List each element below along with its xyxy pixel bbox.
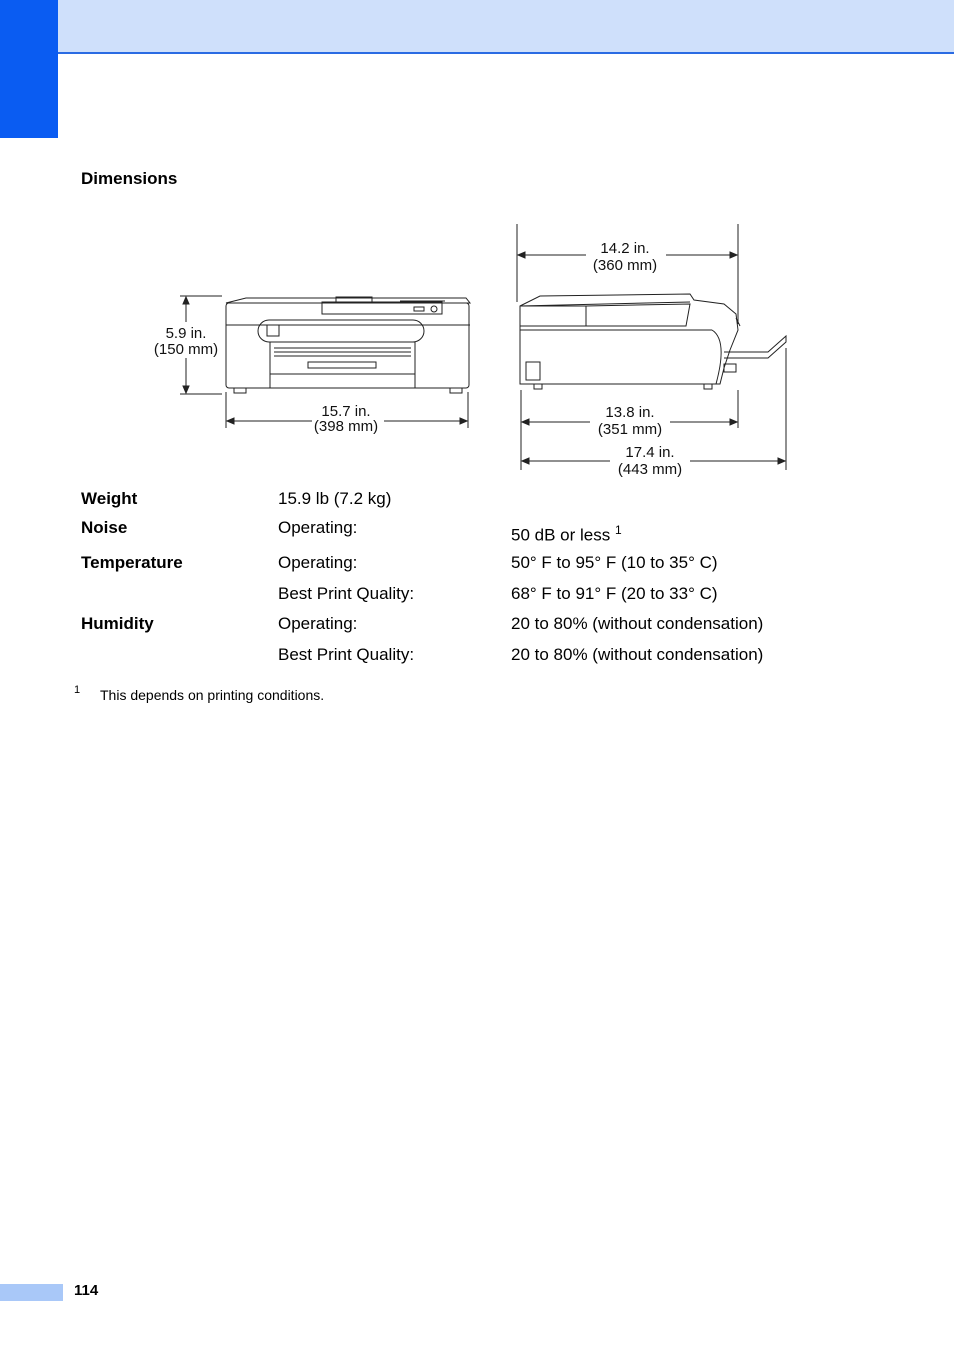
front-height-mm: (150 mm): [153, 341, 219, 358]
side-depth-mm: (351 mm): [597, 421, 663, 438]
side-total-mm: (443 mm): [617, 461, 683, 478]
footnote-number: 1: [74, 684, 81, 696]
temperature-label: Temperature: [81, 553, 183, 572]
temperature-operating-label: Operating:: [278, 553, 358, 572]
temperature-best-label: Best Print Quality:: [278, 584, 415, 603]
humidity-best-label: Best Print Quality:: [278, 645, 415, 664]
noise-footnote-ref: 1: [614, 523, 622, 537]
humidity-operating-value: 20 to 80% (without condensation): [511, 614, 764, 633]
humidity-operating-label: Operating:: [278, 614, 358, 633]
printer-side-illustration: [520, 294, 786, 389]
page-number: 114: [74, 1282, 99, 1299]
weight-value: 15.9 lb (7.2 kg): [278, 489, 392, 508]
humidity-label: Humidity: [81, 614, 154, 633]
side-total-in: 17.4 in.: [625, 444, 675, 461]
page-number-tab: [0, 1284, 63, 1301]
side-depth-in: 13.8 in.: [605, 404, 655, 421]
temperature-best-value: 68° F to 91° F (20 to 33° C): [511, 584, 718, 603]
noise-value-line: [511, 523, 622, 546]
noise-value: 50 dB or less: [511, 525, 611, 545]
front-height-in: 5.9 in.: [165, 325, 207, 342]
front-width-mm: (398 mm): [313, 418, 379, 435]
side-top-in: 14.2 in.: [600, 240, 650, 257]
section-title: Dimensions: [81, 169, 178, 188]
side-top-mm: (360 mm): [592, 257, 658, 274]
front-width-in: 15.7 in.: [321, 403, 371, 420]
weight-label: Weight: [81, 489, 138, 508]
temperature-operating-value: 50° F to 95° F (10 to 35° C): [511, 553, 718, 572]
noise-label: Noise: [81, 518, 128, 537]
humidity-best-value: 20 to 80% (without condensation): [511, 645, 764, 664]
printer-front-illustration: [226, 297, 470, 393]
dimensions-diagram: [0, 0, 954, 480]
footnote-text: This depends on printing conditions.: [100, 687, 325, 703]
noise-condition: Operating:: [278, 518, 358, 537]
